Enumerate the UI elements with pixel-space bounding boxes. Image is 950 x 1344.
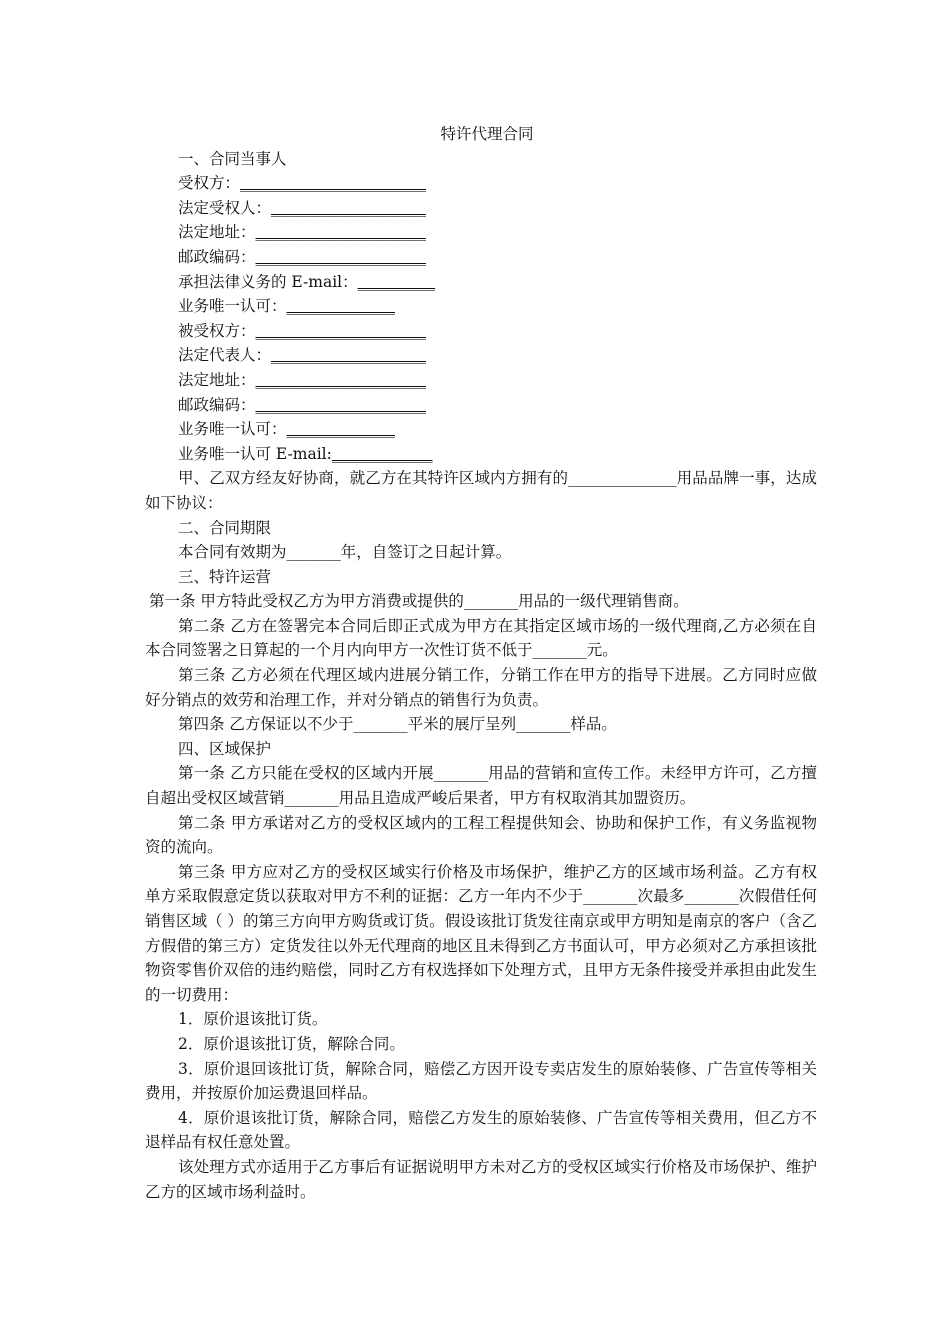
field-grantee (145, 319, 817, 344)
field-label: 承担法律义务的 E-mail： (178, 272, 358, 291)
field-grantor-email (145, 270, 817, 295)
section-heading-parties: 一、合同当事人 (178, 149, 287, 168)
field-blank: ______________________ (255, 223, 427, 242)
operation-article-4: 第四条 乙方保证以不少于_______平米的展厅呈列_______样品。 (178, 715, 617, 734)
region-option-4: 4．原价退该批订货，解除合同，赔偿乙方发生的原始装修、广告宣传等相关费用，但乙方不退样品有权任意处置。 (145, 1108, 817, 1152)
field-blank: ____________________ (271, 346, 427, 365)
field-grantor-address (145, 220, 817, 245)
operation-article-1: 第一条 甲方特此受权乙方为甲方消费或提供的_______用品的一级代理销售商。 (149, 592, 689, 611)
operation-article-2: 第二条 乙方在签署完本合同后即正式成为甲方在其指定区域市场的一级代理商,乙方必须在自本合同签署之日算起的一个月内向甲方一次性订货不低于_______元。 (145, 616, 817, 660)
field-grantee-business (145, 417, 817, 442)
section-heading-region: 四、区域保护 (178, 739, 272, 758)
field-blank: ______________ (286, 297, 396, 316)
field-label: 业务唯一认可： (178, 420, 287, 439)
section-heading-operation: 三、特许运营 (178, 567, 272, 586)
region-article-3: 第三条 甲方应对乙方的受权区域实行价格及市场保护，维护乙方的区域市场利益。乙方有权单方采取假意定货以获取对甲方不利的证据：乙方一年内不少于_______次最多_______次假借任何销售区域（ ）的第三方向甲方购货或订货。假设该批订货发往南京或甲方明知是南京的客户（含乙方假借的第三方）定货发往以外无代理商的地区且未得到乙方书面认可，甲方必须对乙方承担该批物资零售价双倍的违约赔偿，同时乙方有权选择如下处理方式，且甲方无条件接受并承担由此发生的一切费用： (145, 862, 817, 1004)
field-blank: _____________ (331, 444, 433, 463)
field-label: 法定地址： (178, 370, 256, 389)
field-grantee-address (145, 368, 817, 393)
field-blank: __________ (357, 272, 436, 291)
region-option-2: 2．原价退该批订货，解除合同。 (178, 1034, 405, 1053)
region-closing-paragraph: 该处理方式亦适用于乙方事后有证据说明甲方未对乙方的受权区域实行价格及市场保护、维护乙方的区域市场利益时。 (145, 1157, 817, 1201)
field-label: 法定受权人： (178, 198, 272, 217)
field-label: 业务唯一认可： (178, 297, 287, 316)
field-blank: ______________________ (255, 395, 427, 414)
term-paragraph: 本合同有效期为_______年，自签订之日起计算。 (178, 543, 512, 562)
field-grantee-postcode (145, 393, 817, 418)
field-label: 业务唯一认可 E-mail: (178, 444, 332, 463)
field-blank: ____________________ (271, 198, 427, 217)
field-grantor-business (145, 294, 817, 319)
field-label: 邮政编码： (178, 247, 256, 266)
field-label: 法定代表人： (178, 346, 272, 365)
field-grantee-email (145, 442, 817, 467)
field-blank: ______________ (286, 420, 396, 439)
field-blank: ______________________ (255, 321, 427, 340)
field-blank: ________________________ (240, 174, 427, 193)
field-blank: ______________________ (255, 370, 427, 389)
operation-article-3: 第三条 乙方必须在代理区域内进展分销工作，分销工作在甲方的指导下进展。乙方同时应做好分销点的效劳和治理工作，并对分销点的销售行为负责。 (145, 666, 817, 709)
field-grantor (145, 171, 817, 196)
region-option-1: 1．原价退该批订货。 (178, 1010, 328, 1029)
field-label: 法定地址： (178, 223, 256, 242)
party-fields (145, 171, 817, 466)
region-option-3: 3．原价退回该批订货，解除合同，赔偿乙方因开设专卖店发生的原始装修、广告宣传等相关费用，并按原价加运费退回样品。 (145, 1059, 817, 1103)
field-grantee-representative (145, 343, 817, 368)
document-title: 特许代理合同 (440, 125, 534, 143)
field-label: 邮政编码： (178, 395, 256, 414)
region-article-2: 第二条 甲方承诺对乙方的受权区域内的工程工程提供知会、协助和保护工作，有义务监视物资的流向。 (145, 813, 817, 857)
field-label: 被受权方： (178, 321, 256, 340)
section-heading-term: 二、合同期限 (178, 518, 272, 537)
contract-page (145, 122, 817, 1204)
region-article-1: 第一条 乙方只能在受权的区域内开展_______用品的营销和宣传工作。未经甲方许可，乙方擅自超出受权区域营销_______用品且造成严峻后果者，甲方有权取消其加盟资历。 (145, 764, 817, 808)
field-grantor-legal-person (145, 196, 817, 221)
field-blank: ______________________ (255, 247, 427, 266)
agreement-paragraph: 甲、乙双方经友好协商，就乙方在其特许区域内方拥有的______________用品品牌一事，达成如下协议： (145, 469, 817, 512)
field-grantor-postcode (145, 245, 817, 270)
field-label: 受权方： (178, 174, 241, 193)
